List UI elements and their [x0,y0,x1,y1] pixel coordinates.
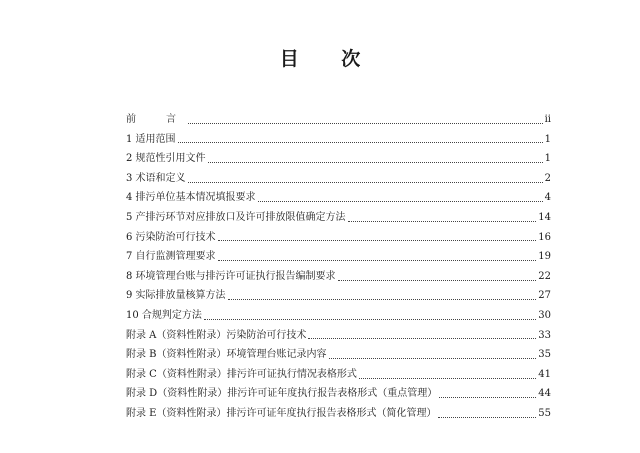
table-of-contents [126,110,551,424]
toc-dot-leader [348,220,537,222]
toc-page-number: 55 [538,407,551,419]
toc-entry-label: 10 合规判定方法 [126,309,202,321]
toc-dot-leader [188,122,543,124]
toc-entry-label: 前 言 [126,114,186,125]
toc-entry-label: 附录 E（资料性附录）排污许可证年度执行报告表格形式（简化管理） [126,407,437,419]
toc-entry-9[interactable] [126,286,551,306]
toc-entry-label: 8 环境管理台账与排污许可证执行报告编制要求 [126,270,336,282]
toc-page-number: 27 [538,290,551,302]
toc-entry-1[interactable] [126,130,551,150]
toc-dot-leader [308,337,536,339]
toc-dot-leader [359,377,536,379]
toc-dot-leader [438,416,536,418]
toc-entry-label: 9 实际排放量核算方法 [126,290,226,302]
toc-entry-8[interactable] [126,267,551,287]
toc-page-number: 1 [544,153,551,165]
toc-dot-leader [218,239,537,241]
toc-entry-label: 6 污染防治可行技术 [126,231,216,243]
toc-page-number: 1 [544,133,551,145]
toc-page-number: 41 [538,368,551,380]
toc-entry-label: 4 排污单位基本情况填报要求 [126,192,256,204]
toc-entry-4[interactable] [126,188,551,208]
toc-page-number: 33 [538,329,551,341]
toc-dot-leader [439,396,536,398]
toc-entry-label: 附录 C（资料性附录）排污许可证执行情况表格形式 [126,368,357,380]
toc-entry-label: 7 自行监测管理要求 [126,251,216,263]
toc-entry-2[interactable] [126,149,551,169]
toc-page-number: 14 [538,211,551,223]
toc-entry-appendix-a[interactable] [126,326,551,346]
toc-dot-leader [338,279,537,281]
toc-entry-label: 1 适用范围 [126,133,176,145]
toc-page-number: 30 [538,309,551,321]
toc-dot-leader [188,181,543,183]
toc-entry-label: 3 术语和定义 [126,172,186,184]
toc-page-number: 19 [538,251,551,263]
toc-entry-appendix-d[interactable] [126,384,551,404]
toc-dot-leader [218,259,537,261]
toc-entry-5[interactable] [126,208,551,228]
page-title: 目 次 [279,48,379,70]
toc-entry-preface[interactable] [126,110,551,130]
toc-entry-6[interactable] [126,228,551,248]
toc-entry-appendix-e[interactable] [126,404,551,424]
toc-entry-appendix-c[interactable] [126,365,551,385]
toc-page-number: 44 [538,388,551,400]
toc-page-number: 35 [538,349,551,361]
toc-dot-leader [204,318,536,320]
toc-entry-10[interactable] [126,306,551,326]
toc-page-number: 22 [538,270,551,282]
toc-entry-label: 5 产排污环节对应排放口及许可排放限值确定方法 [126,211,346,223]
toc-dot-leader [178,141,543,143]
toc-dot-leader [258,200,543,202]
toc-dot-leader [329,357,537,359]
toc-dot-leader [208,161,543,163]
toc-page-number: ii [544,114,551,125]
toc-dot-leader [228,298,537,300]
toc-entry-label: 附录 B（资料性附录）环境管理台账记录内容 [126,349,327,361]
toc-entry-7[interactable] [126,247,551,267]
toc-entry-label: 附录 D（资料性附录）排污许可证年度执行报告表格形式（重点管理） [126,388,438,400]
toc-entry-label: 附录 A（资料性附录）污染防治可行技术 [126,329,307,341]
toc-entry-appendix-b[interactable] [126,345,551,365]
toc-page-number: 2 [544,172,551,184]
toc-entry-3[interactable] [126,169,551,189]
toc-page-number: 16 [538,231,551,243]
toc-page-number: 4 [544,192,551,204]
toc-entry-label: 2 规范性引用文件 [126,153,206,165]
